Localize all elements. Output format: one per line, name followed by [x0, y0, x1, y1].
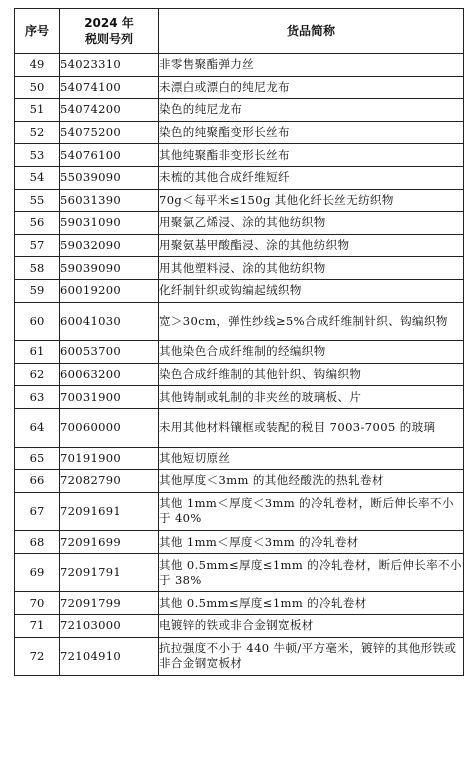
- code-cell: 70031900: [60, 386, 159, 409]
- table-row: [15, 553, 464, 592]
- seq-cell: 63: [15, 386, 60, 409]
- table-row: [15, 592, 464, 615]
- desc-cell: 未梳的其他合成纤维短纤: [159, 166, 464, 189]
- seq-cell: 58: [15, 257, 60, 280]
- table-body: [15, 54, 464, 676]
- table-row: [15, 144, 464, 167]
- desc-cell: 用聚氯乙烯浸、涂的其他纺织物: [159, 212, 464, 235]
- code-cell: 60041030: [60, 302, 159, 341]
- seq-cell: 64: [15, 408, 60, 447]
- column-header-code: [60, 9, 159, 54]
- code-cell: 54076100: [60, 144, 159, 167]
- code-cell: 72091691: [60, 492, 159, 531]
- table-row: [15, 189, 464, 212]
- table-row: [15, 121, 464, 144]
- code-cell: 54075200: [60, 121, 159, 144]
- desc-cell: 未漂白或漂白的纯尼龙布: [159, 76, 464, 99]
- desc-cell: 化纤制针织或钩编起绒织物: [159, 279, 464, 302]
- seq-cell: 65: [15, 447, 60, 470]
- code-cell: 60053700: [60, 341, 159, 364]
- code-cell: 72091699: [60, 531, 159, 554]
- seq-cell: 62: [15, 363, 60, 386]
- seq-cell: 52: [15, 121, 60, 144]
- seq-cell: 69: [15, 553, 60, 592]
- seq-cell: 53: [15, 144, 60, 167]
- code-cell: 70191900: [60, 447, 159, 470]
- code-cell: 72091791: [60, 553, 159, 592]
- table-row: [15, 54, 464, 77]
- code-cell: 54023310: [60, 54, 159, 77]
- table-row: [15, 341, 464, 364]
- desc-cell: 其他 1mm＜厚度＜3mm 的冷轧卷材: [159, 531, 464, 554]
- table-row: [15, 257, 464, 280]
- seq-cell: 68: [15, 531, 60, 554]
- table-row: [15, 447, 464, 470]
- code-cell: 72082790: [60, 470, 159, 493]
- desc-cell: 70g＜每平米≤150g 其他化纤长丝无纺织物: [159, 189, 464, 212]
- desc-cell: 其他短切原丝: [159, 447, 464, 470]
- desc-cell: 其他染色合成纤维制的经编织物: [159, 341, 464, 364]
- table-row: [15, 212, 464, 235]
- seq-cell: 57: [15, 234, 60, 257]
- seq-cell: 50: [15, 76, 60, 99]
- code-cell: 70060000: [60, 408, 159, 447]
- table-row: [15, 279, 464, 302]
- tariff-table: [14, 8, 464, 676]
- column-header-seq: 序号: [15, 9, 60, 54]
- table-row: [15, 615, 464, 638]
- desc-cell: 其他铸制或轧制的非夹丝的玻璃板、片: [159, 386, 464, 409]
- code-cell: 72103000: [60, 615, 159, 638]
- code-cell: 72091799: [60, 592, 159, 615]
- desc-cell: 染色合成纤维制的其他针织、钩编织物: [159, 363, 464, 386]
- seq-cell: 67: [15, 492, 60, 531]
- table-row: [15, 363, 464, 386]
- seq-cell: 51: [15, 99, 60, 122]
- desc-cell: 染色的纯尼龙布: [159, 99, 464, 122]
- seq-cell: 71: [15, 615, 60, 638]
- code-cell: 54074200: [60, 99, 159, 122]
- seq-cell: 70: [15, 592, 60, 615]
- desc-cell: 其他纯聚酯非变形长丝布: [159, 144, 464, 167]
- desc-cell: 其他厚度＜3mm 的其他经酸洗的热轧卷材: [159, 470, 464, 493]
- table-row: [15, 470, 464, 493]
- table-row: [15, 386, 464, 409]
- seq-cell: 56: [15, 212, 60, 235]
- code-cell: 60019200: [60, 279, 159, 302]
- desc-cell: 用其他塑料浸、涂的其他纺织物: [159, 257, 464, 280]
- desc-cell: 非零售聚酯弹力丝: [159, 54, 464, 77]
- code-cell: 54074100: [60, 76, 159, 99]
- table-row: [15, 76, 464, 99]
- column-header-desc: 货品简称: [159, 9, 464, 54]
- desc-cell: 其他 0.5mm≤厚度≤1mm 的冷轧卷材: [159, 592, 464, 615]
- seq-cell: 61: [15, 341, 60, 364]
- table-row: [15, 492, 464, 531]
- seq-cell: 54: [15, 166, 60, 189]
- seq-cell: 59: [15, 279, 60, 302]
- seq-cell: 72: [15, 637, 60, 676]
- table-row: [15, 234, 464, 257]
- desc-cell: 染色的纯聚酯变形长丝布: [159, 121, 464, 144]
- column-header-code-line2: 税则号列: [84, 32, 133, 46]
- code-cell: 55039090: [60, 166, 159, 189]
- table-row: [15, 637, 464, 676]
- table-row: [15, 99, 464, 122]
- table-header-row: [15, 9, 464, 54]
- table-row: [15, 302, 464, 341]
- table-row: [15, 166, 464, 189]
- desc-cell: 电镀锌的铁或非合金钢宽板材: [159, 615, 464, 638]
- code-cell: 59031090: [60, 212, 159, 235]
- desc-cell: 其他 1mm＜厚度＜3mm 的冷轧卷材，断后伸长率不小于 40%: [159, 492, 464, 531]
- code-cell: 56031390: [60, 189, 159, 212]
- table-row: [15, 408, 464, 447]
- seq-cell: 66: [15, 470, 60, 493]
- code-cell: 59032090: [60, 234, 159, 257]
- column-header-code-line1: 2024 年: [84, 16, 134, 30]
- code-cell: 72104910: [60, 637, 159, 676]
- desc-cell: 抗拉强度不小于 440 牛顿/平方毫米，镀锌的其他形铁或非合金钢宽板材: [159, 637, 464, 676]
- desc-cell: 其他 0.5mm≤厚度≤1mm 的冷轧卷材，断后伸长率不小于 38%: [159, 553, 464, 592]
- seq-cell: 55: [15, 189, 60, 212]
- code-cell: 59039090: [60, 257, 159, 280]
- table-row: [15, 531, 464, 554]
- seq-cell: 49: [15, 54, 60, 77]
- code-cell: 60063200: [60, 363, 159, 386]
- desc-cell: 用聚氨基甲酸酯浸、涂的其他纺织物: [159, 234, 464, 257]
- desc-cell: 未用其他材料镶框或装配的税目 7003-7005 的玻璃: [159, 408, 464, 447]
- desc-cell: 宽＞30cm，弹性纱线≥5%合成纤维制针织、钩编织物: [159, 302, 464, 341]
- seq-cell: 60: [15, 302, 60, 341]
